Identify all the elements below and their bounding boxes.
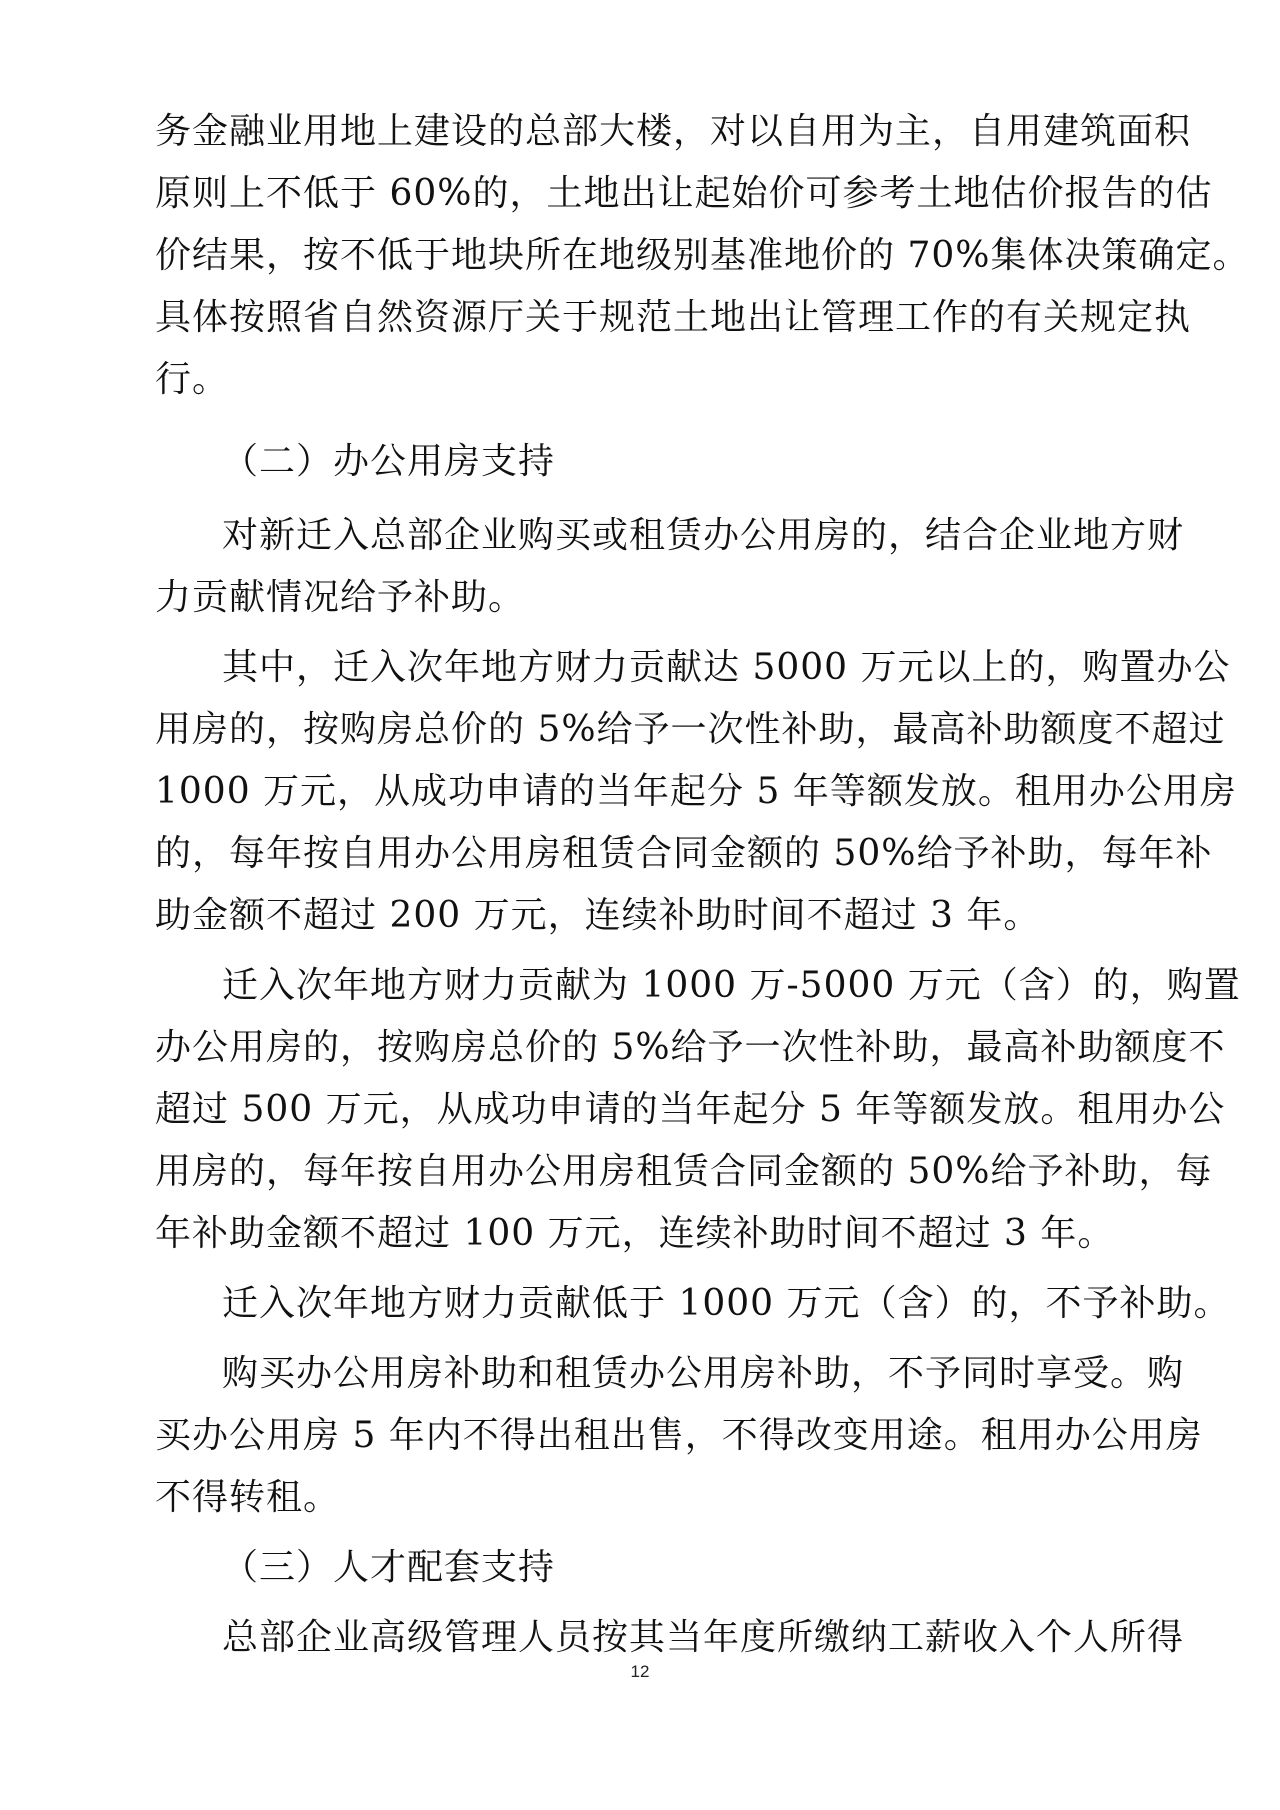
paragraph-line: 总部企业高级管理人员按其当年度所缴纳工薪收入个人所得 xyxy=(222,1617,1185,1658)
paragraph-line: 务金融业用地上建设的总部大楼，对以自用为主，自用建筑面积 xyxy=(155,111,1192,152)
paragraph-line: 的，每年按自用办公用房租赁合同金额的 50%给予补助，每年补 xyxy=(155,833,1213,874)
paragraph-line: 不得转租。 xyxy=(155,1477,341,1518)
paragraph-line: 超过 500 万元，从成功申请的当年起分 5 年等额发放。租用办公 xyxy=(155,1089,1226,1130)
paragraph-line: 购买办公用房补助和租赁办公用房补助，不予同时享受。购 xyxy=(222,1353,1185,1394)
paragraph-line: 助金额不超过 200 万元，连续补助时间不超过 3 年。 xyxy=(155,895,1041,936)
paragraph-line: 迁入次年地方财力贡献低于 1000 万元（含）的，不予补助。 xyxy=(222,1283,1231,1324)
paragraph-line: 用房的，按购房总价的 5%给予一次性补助，最高补助额度不超过 xyxy=(155,709,1226,750)
paragraph-line: 1000 万元，从成功申请的当年起分 5 年等额发放。租用办公用房 xyxy=(155,771,1237,812)
section-heading: （二）办公用房支持 xyxy=(222,441,556,482)
paragraph-line: 办公用房的，按购房总价的 5%给予一次性补助，最高补助额度不 xyxy=(155,1027,1226,1068)
paragraph-line: 迁入次年地方财力贡献为 1000 万-5000 万元（含）的，购置 xyxy=(222,965,1241,1006)
paragraph-line: 原则上不低于 60%的，土地出让起始价可参考土地估价报告的估 xyxy=(155,173,1213,214)
paragraph-line: 具体按照省自然资源厅关于规范土地出让管理工作的有关规定执 xyxy=(155,297,1192,338)
paragraph-line: 买办公用房 5 年内不得出租出售，不得改变用途。租用办公用房 xyxy=(155,1415,1203,1456)
paragraph-line: 用房的，每年按自用办公用房租赁合同金额的 50%给予补助，每 xyxy=(155,1151,1213,1192)
section-heading: （三）人才配套支持 xyxy=(222,1547,556,1588)
paragraph-line: 价结果，按不低于地块所在地级别基准地价的 70%集体决策确定。 xyxy=(155,235,1250,276)
page-number: 12 xyxy=(630,1662,650,1681)
paragraph-line: 对新迁入总部企业购买或租赁办公用房的，结合企业地方财 xyxy=(222,515,1185,556)
paragraph-line: 年补助金额不超过 100 万元，连续补助时间不超过 3 年。 xyxy=(155,1213,1115,1254)
paragraph-line: 其中，迁入次年地方财力贡献达 5000 万元以上的，购置办公 xyxy=(222,647,1231,688)
paragraph-line: 力贡献情况给予补助。 xyxy=(155,577,526,618)
paragraph-line: 行。 xyxy=(155,359,230,400)
